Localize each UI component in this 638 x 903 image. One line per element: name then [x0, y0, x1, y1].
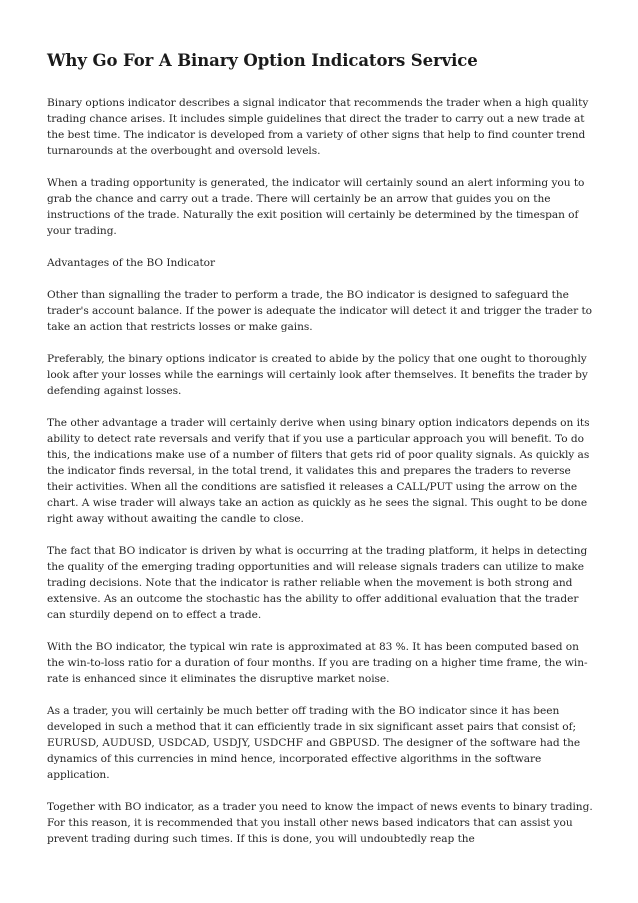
paragraph-trading-opportunity: When a trading opportunity is generated, the indicator will certainly sound an alert informing you to grab the chance and carry out a trade. There will certainly be an arrow that guides you on the instructions of the trade. Naturally the exit position will certainly be determined by the timespan of your trading. [47, 177, 585, 237]
paragraph-rate-reversals: The other advantage a trader will certainly derive when using binary option indicators depends on its ability to detect rate reversals and verify that if you use a particular approach you will benefit. To do this, the indications make use of a number of filters that gets rid of poor quality signals. As quickly as the indicator finds reversal, in the total trend, it validates this and prepares the traders to reverse their activities. When all the conditions are satisfied it releases a CALL/PUT using the arrow on the chart. A wise trader will always take an action as quickly as he sees the signal. This ought to be done right away without awaiting the candle to close. [47, 417, 590, 525]
paragraph-account-balance: Other than signalling the trader to perform a trade, the BO indicator is designed to safeguard the trader's account balance. If the power is adequate the indicator will detect it and trigger the trader to take an action that restricts losses or make gains. [47, 289, 592, 333]
paragraph-trading-platform: The fact that BO indicator is driven by what is occurring at the trading platform, it helps in detecting the quality of the emerging trading opportunities and will release signals traders can utilize to make trading decisions. Note that the indicator is rather reliable when the movement is both strong and extensive. As an outcome the stochastic has the ability to offer additional evaluation that the trader can sturdily depend on to effect a trade. [47, 545, 588, 621]
document-title: Why Go For A Binary Option Indicators Service [47, 51, 478, 70]
paragraph-intro: Binary options indicator describes a signal indicator that recommends the trader when a high quality trading chance arises. It includes simple guidelines that direct the trader to carry out a new trade at the best time. The indicator is developed from a variety of other signs that help to find counter trend turnarounds at the overbought and oversold levels. [47, 97, 589, 157]
paragraph-losses-policy: Preferably, the binary options indicator is created to abide by the policy that one ought to thoroughly look after your losses while the earnings will certainly look after themselves. It benefits the trader by defending against losses. [47, 353, 588, 397]
paragraph-news-events: Together with BO indicator, as a trader you need to know the impact of news events to binary trading. For this reason, it is recommended that you install other news based indicators that can assist you prevent trading during such times. If this is done, you will undoubtedly reap the [47, 801, 593, 845]
document-body [47, 95, 594, 847]
paragraph-win-rate: With the BO indicator, the typical win rate is approximated at 83 %. It has been computed based on the win-to-loss ratio for a duration of four months. If you are trading on a higher time frame, the win-rate is enhanced since it eliminates the disruptive market noise. [47, 641, 588, 685]
section-heading-advantages: Advantages of the BO Indicator [47, 257, 216, 269]
paragraph-asset-pairs: As a trader, you will certainly be much better off trading with the BO indicator since it has been developed in such a method that it can efficiently trade in six significant asset pairs that consist of; EURUSD, AUDUSD, USDCAD, USDJY, USDCHF and GBPUSD. The designer of the software had the dynamics of this currencies in mind hence, incorporated effective algorithms in the software application. [47, 705, 581, 781]
